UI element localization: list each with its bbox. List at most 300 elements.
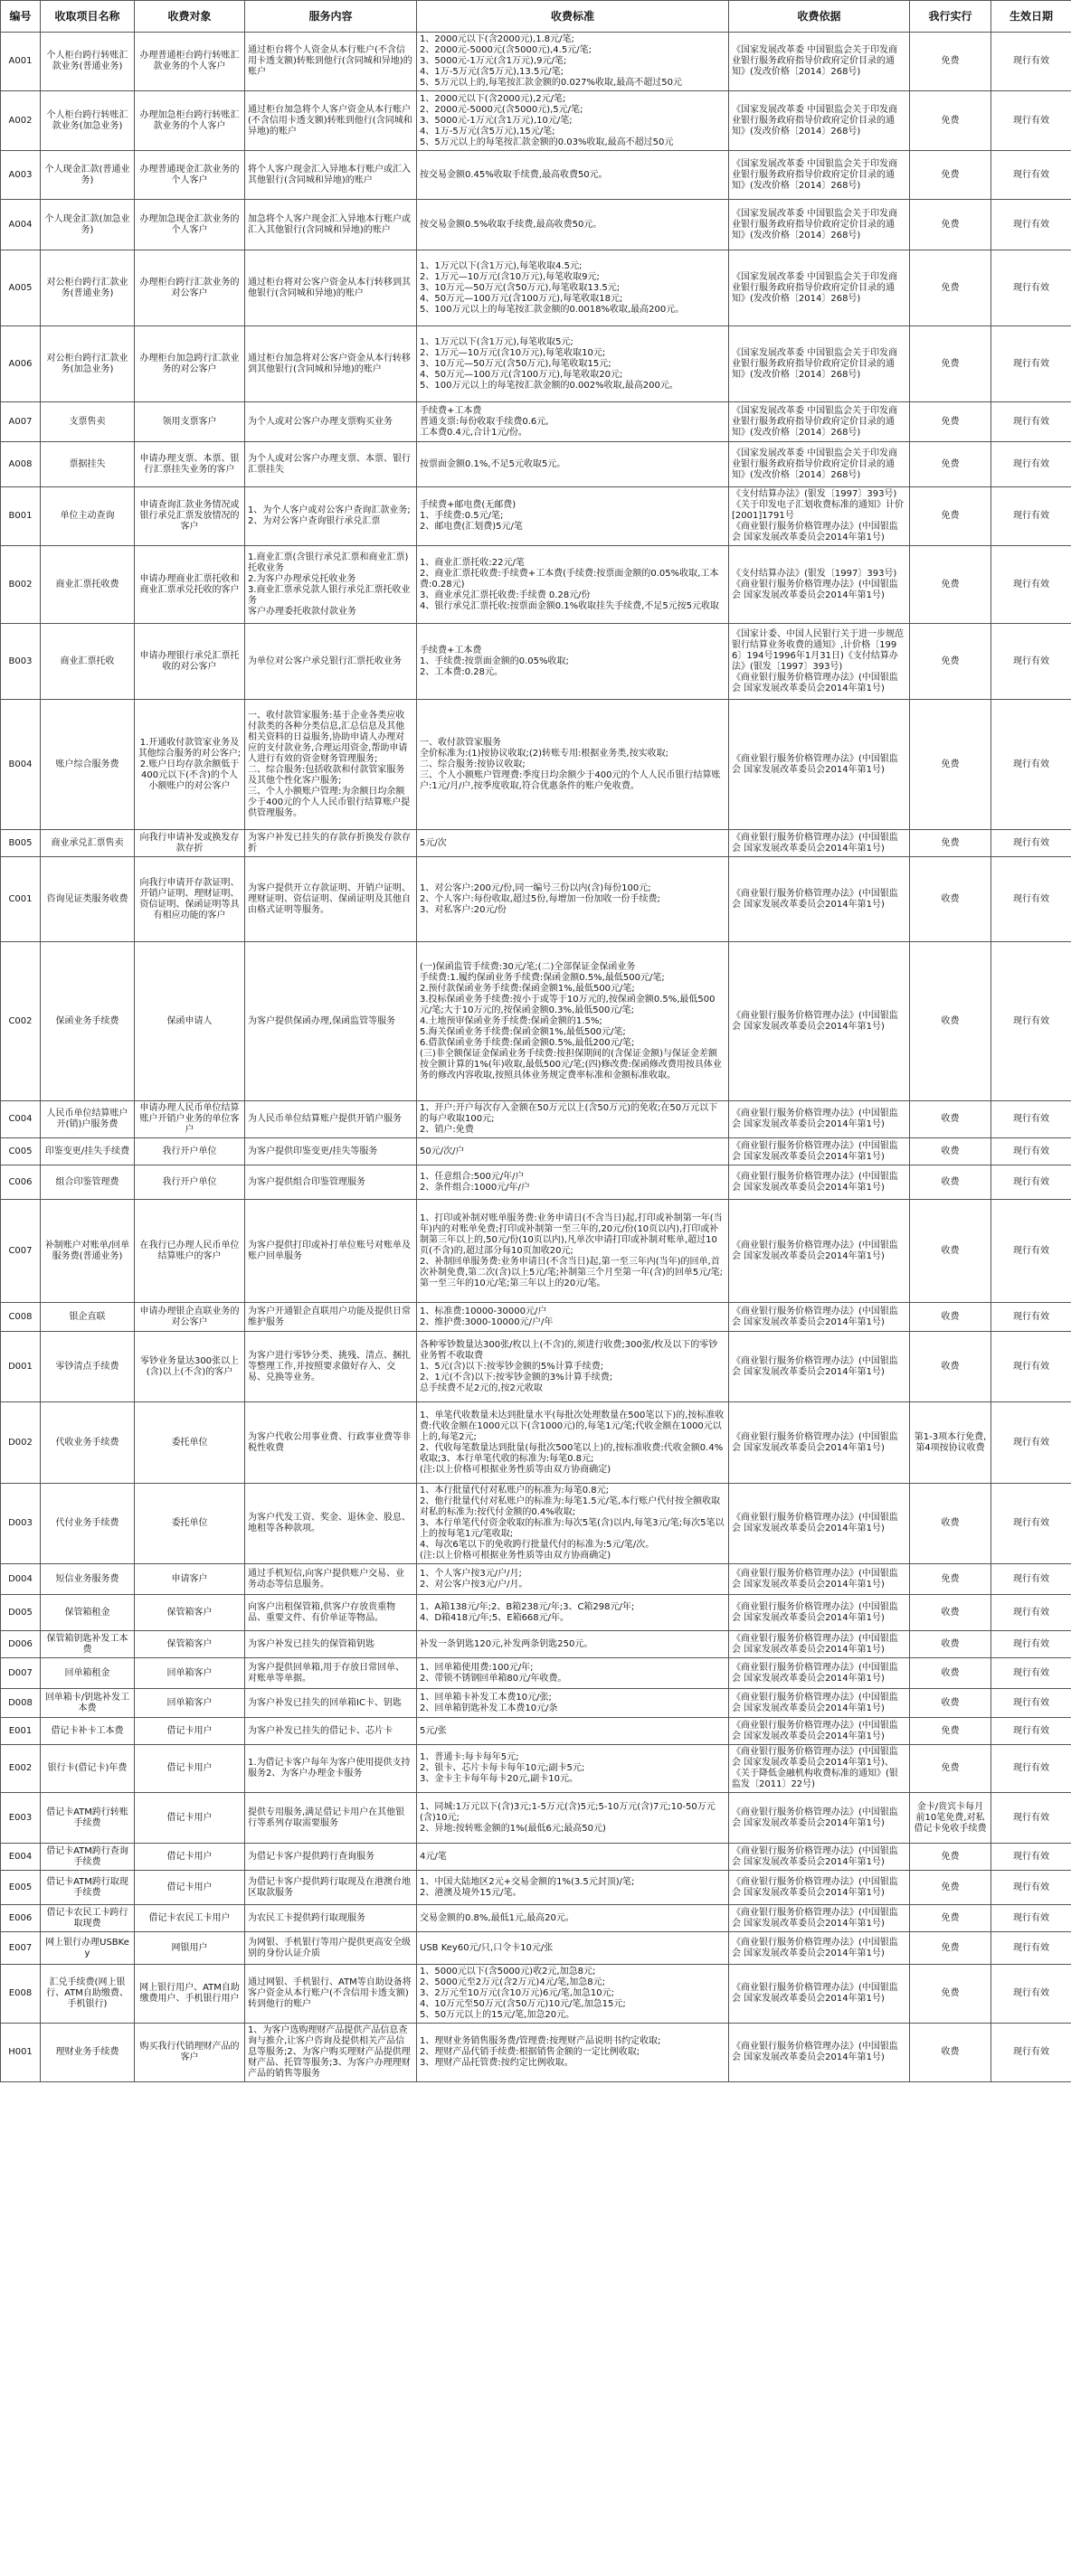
- cell-date: [991, 1718, 1071, 1745]
- cell-code: [1, 1905, 41, 1932]
- cell-object-text: 领用支票客户: [162, 416, 217, 427]
- cell-code-text: A007: [8, 416, 33, 427]
- cell-object: [135, 1402, 245, 1484]
- cell-standard: [417, 1793, 729, 1844]
- cell-content-text: 为客户补发已挂失的回单箱IC卡、钥匙: [248, 1697, 402, 1708]
- cell-basis: [729, 1402, 910, 1484]
- cell-code-text: C006: [8, 1176, 33, 1187]
- cell-object: [135, 1718, 245, 1745]
- cell-object: [135, 1484, 245, 1564]
- cell-code: [1, 1658, 41, 1689]
- cell-date: [991, 2024, 1071, 2082]
- cell-basis: [729, 1564, 910, 1595]
- cell-code: [1, 1932, 41, 1965]
- cell-name-text: 个人柜台跨行转账汇款业务(加急业务): [46, 109, 128, 131]
- cell-standard-text: 5元/次: [420, 837, 447, 848]
- cell-code: [1, 942, 41, 1101]
- cell-content-text: 通过柜台加急将个人客户资金从本行账户(不含信用卡透支额)转账到他行(含同城和异地)的账户: [248, 104, 412, 137]
- table-row: [1, 1101, 1071, 1138]
- cell-exec-text: 免费: [941, 1851, 960, 1862]
- cell-content: [245, 1689, 417, 1718]
- cell-name-text: 借记卡ATM跨行查询手续费: [46, 1845, 128, 1867]
- cell-exec-text: 收费: [941, 1176, 960, 1187]
- cell-code: [1, 442, 41, 487]
- cell-date-text: 现行有效: [1013, 1245, 1049, 1256]
- cell-object: [135, 857, 245, 942]
- cell-date-text: 现行有效: [1013, 169, 1049, 180]
- cell-name: [41, 1631, 135, 1658]
- cell-name: [41, 857, 135, 942]
- cell-object-text: 办理加急现金汇款业务的个人客户: [139, 213, 240, 235]
- cell-standard: [417, 326, 729, 402]
- cell-standard-text: 1、个人客户按3元/户/月; 2、对公客户按3元/户/月。: [420, 1568, 528, 1590]
- cell-exec: [910, 942, 991, 1101]
- cell-date: [991, 200, 1071, 250]
- cell-basis: [729, 1138, 910, 1165]
- cell-name: [41, 624, 135, 700]
- cell-content-text: 通过网银、手机银行、ATM等自助设备将客户资金从本行账户(不含信用卡透支额)转到他行的账户: [248, 1977, 412, 2009]
- cell-name: [41, 1564, 135, 1595]
- cell-content-text: 为借记卡客户提供跨行查询服务: [248, 1851, 374, 1862]
- cell-date-text: 现行有效: [1013, 219, 1049, 230]
- cell-exec-text: 免费: [941, 1942, 960, 1953]
- cell-date-text: 现行有效: [1013, 358, 1049, 369]
- cell-content-text: 一、收付款管家服务:基于企业各类应收付款类的各种分类信息,汇总信息及其他相关资料的日益服务,协助申请人办理对应的支付款业务,合理运用资金,帮助申请人进行有效的资金财务管理服务; 二、综合服务:包括收款和付款管家服务及其他个性化客户服务; 三、个人小额账户管理:为余额日均余额少于400元的个人人民币银行结算账户提供管理服务。: [248, 710, 411, 818]
- cell-basis: [729, 1932, 910, 1965]
- cell-date-text: 现行有效: [1013, 1912, 1049, 1923]
- table-row: [1, 942, 1071, 1101]
- cell-basis-text: 《商业银行服务价格管理办法》(中国银监会 国家发展改革委员会2014年第1号): [732, 1355, 898, 1377]
- cell-code-text: C005: [8, 1146, 33, 1156]
- cell-code-text: B005: [8, 837, 33, 848]
- cell-code-text: E001: [8, 1725, 33, 1736]
- cell-standard: [417, 1101, 729, 1138]
- cell-standard: [417, 2024, 729, 2082]
- cell-standard-text: 按交易金额0.5%收取手续费,最高收费50元。: [420, 219, 602, 230]
- cell-content: [245, 487, 417, 546]
- cell-content: [245, 442, 417, 487]
- cell-exec-text: 收费: [941, 893, 960, 904]
- cell-name: [41, 250, 135, 326]
- cell-standard: [417, 1165, 729, 1200]
- table-row: [1, 1658, 1071, 1689]
- table-row: [1, 1138, 1071, 1165]
- cell-date: [991, 1658, 1071, 1689]
- cell-object-text: 借记卡用户: [166, 1882, 213, 1892]
- cell-basis: [729, 326, 910, 402]
- cell-date-text: 现行有效: [1013, 1851, 1049, 1862]
- cell-standard-text: 4元/笔: [420, 1851, 447, 1862]
- table-row: [1, 1932, 1071, 1965]
- cell-basis-text: 《商业银行服务价格管理办法》(中国银监会 国家发展改革委员会2014年第1号): [732, 1720, 898, 1741]
- cell-exec: [910, 1484, 991, 1564]
- cell-code-text: E002: [8, 1763, 33, 1773]
- cell-code: [1, 1718, 41, 1745]
- cell-exec: [910, 442, 991, 487]
- cell-name-text: 商业承兑汇票售卖: [51, 837, 124, 848]
- cell-standard-text: 1、任意组合:500元/年/户 2、条件组合:1000元/年/户: [420, 1171, 530, 1193]
- cell-object: [135, 1200, 245, 1303]
- cell-date: [991, 487, 1071, 546]
- cell-exec: [910, 1718, 991, 1745]
- cell-name-text: 回单箱卡/钥匙补发工本费: [44, 1692, 130, 1713]
- cell-object-text: 向我行申请补发或换发存款存折: [139, 832, 240, 854]
- cell-content-text: 通过柜台将个人资金从本行账户(不含信用卡透支额)转账到他行(含同城和异地)的账户: [248, 45, 412, 77]
- cell-content-text: 为客户提供组合印鉴管理服务: [248, 1176, 365, 1187]
- cell-standard-text: 1、回单箱卡补发工本费10元/张; 2、回单箱钥匙补发工本费10元/条: [420, 1692, 558, 1713]
- cell-date-text: 现行有效: [1013, 837, 1049, 848]
- table-row: [1, 33, 1071, 91]
- cell-object: [135, 151, 245, 200]
- cell-content: [245, 91, 417, 151]
- table-row: [1, 200, 1071, 250]
- cell-standard-text: 1、开户:开户每次存入金额在50万元以上(含50万元)的免收;在50万元以下的每户收取100元; 2、销户:免费: [420, 1103, 718, 1135]
- cell-exec-text: 免费: [941, 169, 960, 180]
- cell-code: [1, 487, 41, 546]
- cell-date-text: 现行有效: [1013, 1176, 1049, 1187]
- cell-basis-text: 《国家发展改革委 中国银监会关于印发商业银行服务政府指导价政府定价目录的通知》(发改价格〔2014〕268号): [732, 448, 898, 480]
- cell-date-text: 现行有效: [1013, 2047, 1049, 2057]
- cell-object-text: 办理柜台跨行汇款业务的对公客户: [139, 277, 240, 298]
- cell-name: [41, 200, 135, 250]
- cell-basis-text: 《商业银行服务价格管理办法》(中国银监会 国家发展改革委员会2014年第1号): [732, 1601, 898, 1623]
- cell-standard: [417, 402, 729, 442]
- cell-code: [1, 91, 41, 151]
- cell-name: [41, 1965, 135, 2024]
- cell-object: [135, 1793, 245, 1844]
- cell-basis: [729, 624, 910, 700]
- cell-standard-text: 交易金额的0.8%,最低1元,最高20元。: [420, 1912, 574, 1923]
- cell-exec-text: 免费: [941, 511, 960, 521]
- cell-date-text: 现行有效: [1013, 1146, 1049, 1156]
- cell-object: [135, 1564, 245, 1595]
- cell-object-text: 委托单位: [171, 1437, 208, 1448]
- cell-content: [245, 1871, 417, 1905]
- table-row: [1, 402, 1071, 442]
- cell-exec: [910, 1332, 991, 1402]
- cell-date-text: 现行有效: [1013, 1573, 1049, 1584]
- cell-name: [41, 91, 135, 151]
- cell-name: [41, 1844, 135, 1871]
- cell-date-text: 现行有效: [1013, 759, 1049, 769]
- cell-date: [991, 830, 1071, 857]
- cell-date: [991, 857, 1071, 942]
- cell-content: [245, 830, 417, 857]
- cell-standard: [417, 1332, 729, 1402]
- cell-basis: [729, 1484, 910, 1564]
- cell-exec: [910, 91, 991, 151]
- cell-exec: [910, 326, 991, 402]
- cell-name-text: 理财业务手续费: [55, 2047, 119, 2057]
- cell-standard-text: 1、单笔代收数量未达到批量水平(每批次处理数量在500笔以下)的,按标准收费:代收金额在1000元以下(含1000元)的,每笔1元/笔;代收金额在1000元以上的,每笔2元; 2、代收每笔数量达到批量(每批次500笔以上)的,按标准收费:代收金额0.4%收取;3、本行单笔代收的标准为:每笔0.8元; (注:以上价格可根据业务性质等由双方协商确定): [420, 1410, 725, 1475]
- table-row: [1, 151, 1071, 200]
- cell-basis: [729, 1905, 910, 1932]
- cell-content: [245, 326, 417, 402]
- cell-name: [41, 2024, 135, 2082]
- cell-name-text: 短信业务服务费: [55, 1573, 119, 1584]
- cell-basis: [729, 1871, 910, 1905]
- cell-standard: [417, 1402, 729, 1484]
- cell-content-text: 1.为借记卡客户每年为客户使用提供支持服务2、为客户办理金卡服务: [248, 1758, 411, 1779]
- table-row: [1, 250, 1071, 326]
- cell-date: [991, 700, 1071, 830]
- cell-code-text: D004: [8, 1573, 33, 1584]
- cell-date-text: 现行有效: [1013, 1607, 1049, 1618]
- cell-exec: [910, 151, 991, 200]
- table-row: [1, 624, 1071, 700]
- cell-standard: [417, 700, 729, 830]
- cell-content-text: 1、为个人客户或对公客户查询汇款业务; 2、为对公客户查询银行承兑汇票: [248, 505, 411, 526]
- cell-content: [245, 1932, 417, 1965]
- cell-content: [245, 546, 417, 624]
- cell-code-text: A004: [8, 219, 33, 230]
- cell-standard: [417, 830, 729, 857]
- cell-basis: [729, 1631, 910, 1658]
- cell-name: [41, 942, 135, 1101]
- cell-code-text: H001: [8, 2047, 33, 2057]
- cell-content: [245, 33, 417, 91]
- cell-date: [991, 624, 1071, 700]
- cell-name-text: 保管箱钥匙补发工本费: [46, 1633, 128, 1655]
- cell-basis: [729, 1793, 910, 1844]
- cell-name-text: 补制账户对账单/回单服务费(普通业务): [44, 1240, 130, 1261]
- cell-date: [991, 1303, 1071, 1332]
- cell-standard: [417, 1658, 729, 1689]
- cell-exec-text: 免费: [941, 1725, 960, 1736]
- cell-object: [135, 91, 245, 151]
- cell-content-text: 为客户开通银企直联用户功能及提供日常维护服务: [248, 1306, 411, 1327]
- cell-code: [1, 1165, 41, 1200]
- cell-object: [135, 250, 245, 326]
- cell-object-text: 回单箱客户: [166, 1697, 213, 1708]
- cell-object: [135, 1303, 245, 1332]
- cell-object-text: 办理加急柜台跨行转账汇款业务的个人客户: [139, 109, 240, 131]
- cell-basis-text: 《商业银行服务价格管理办法》(中国银监会 国家发展改革委员会2014年第1号): [732, 1692, 898, 1713]
- cell-exec-text: 收费: [941, 1114, 960, 1124]
- cell-basis: [729, 1101, 910, 1138]
- cell-date-text: 现行有效: [1013, 1638, 1049, 1649]
- cell-name-text: 汇兑手续费(网上银行、ATM自助缴费、手机银行): [46, 1977, 128, 2009]
- cell-code: [1, 250, 41, 326]
- cell-object-text: 借记卡用户: [166, 1812, 213, 1823]
- cell-content: [245, 1631, 417, 1658]
- cell-basis-text: 《商业银行服务价格管理办法》(中国银监会 国家发展改革委员会2014年第1号)、《关于降低金融机构收费标准的通知》(银监发〔2011〕22号): [732, 1747, 898, 1789]
- cell-basis-text: 《国家计委、中国人民银行关于进一步规范银行结算业务收费的通知》,计价格〔1996〕194号1996年1月31日)《支付结算办法》(银发〔1997〕393号) 《商业银行服务价格管理办法》(中国银监会 国家发展改革委员会2014年第1号): [732, 628, 904, 694]
- cell-date: [991, 546, 1071, 624]
- cell-standard: [417, 1965, 729, 2024]
- cell-basis: [729, 1200, 910, 1303]
- cell-exec: [910, 33, 991, 91]
- cell-name-text: 商业汇票托收: [60, 656, 115, 666]
- cell-object-text: 保函申请人: [166, 1015, 213, 1026]
- cell-standard: [417, 1138, 729, 1165]
- cell-content: [245, 1484, 417, 1564]
- cell-exec: [910, 1101, 991, 1138]
- cell-basis-text: 《商业银行服务价格管理办法》(中国银监会 国家发展改革委员会2014年第1号): [732, 753, 898, 775]
- cell-standard-text: 5元/张: [420, 1725, 447, 1736]
- cell-content: [245, 1965, 417, 2024]
- cell-basis: [729, 151, 910, 200]
- cell-exec-text: 免费: [941, 416, 960, 427]
- cell-content-text: 为单位对公客户承兑银行汇票托收业务: [248, 656, 402, 666]
- cell-name-text: 代收业务手续费: [55, 1437, 119, 1448]
- cell-object: [135, 1745, 245, 1793]
- table-row: [1, 91, 1071, 151]
- cell-code-text: C002: [8, 1015, 33, 1026]
- table-row: [1, 1303, 1071, 1332]
- cell-content: [245, 1303, 417, 1332]
- cell-exec: [910, 487, 991, 546]
- cell-name: [41, 1402, 135, 1484]
- cell-standard-text: 1、商业汇票托收:22元/笔 2、商业汇票托收费:手续费+工本费(手续费:按票面金额的0.05%收取,工本费:0.28元) 3、商业承兑汇票托收费:手续费 0.28元/份 4、银行承兑汇票托收:按票面金额0.1%收取挂失手续费,不足5元按5元收取: [420, 557, 720, 611]
- cell-code: [1, 1871, 41, 1905]
- cell-object: [135, 2024, 245, 2082]
- cell-date-text: 现行有效: [1013, 511, 1049, 521]
- table-row: [1, 442, 1071, 487]
- cell-code-text: B002: [8, 579, 33, 590]
- cell-code: [1, 1631, 41, 1658]
- table-row: [1, 1965, 1071, 2024]
- cell-content: [245, 700, 417, 830]
- cell-standard-text: 手续费+工本费 普通支票:每份收取手续费0.6元, 工本费0.4元,合计1元/份。: [420, 405, 549, 438]
- cell-content: [245, 942, 417, 1101]
- cell-exec: [910, 1745, 991, 1793]
- cell-standard-text: 1、普通卡:每卡每年5元; 2、银卡、芯片卡每卡每年10元;副卡5元; 3、金卡主卡每年每卡20元,副卡10元。: [420, 1752, 585, 1784]
- table-row: [1, 487, 1071, 546]
- cell-basis-text: 《商业银行服务价格管理办法》(中国银监会 国家发展改革委员会2014年第1号): [732, 1633, 898, 1655]
- cell-code: [1, 857, 41, 942]
- cell-standard-text: 1、1万元以下(含1万元),每笔收取5元; 2、1万元—10万元(含10万元),每笔收取10元; 3、10万元—50万元(含50万元),每笔收取15元; 4、50万元—100万元(含100万元),每笔收取20元; 5、100万元以上的每笔按汇款金额的0.002%收取,最高200元。: [420, 336, 678, 391]
- cell-object-text: 申请客户: [171, 1573, 208, 1584]
- cell-name-text: 个人柜台跨行转账汇款业务(普通业务): [46, 51, 128, 71]
- cell-standard: [417, 91, 729, 151]
- cell-basis: [729, 1332, 910, 1402]
- cell-code: [1, 1844, 41, 1871]
- cell-name: [41, 1745, 135, 1793]
- cell-name-text: 银行卡(借记卡)年费: [47, 1763, 128, 1773]
- cell-date-text: 现行有效: [1013, 1361, 1049, 1372]
- cell-code-text: E004: [8, 1851, 33, 1862]
- cell-basis: [729, 546, 910, 624]
- cell-exec-text: 免费: [941, 358, 960, 369]
- cell-code: [1, 1745, 41, 1793]
- cell-basis-text: 《支付结算办法》(银发〔1997〕393号)《关于印发电子汇划收费标准的通知》计价[2001]1791号 《商业银行服务价格管理办法》(中国银监会 国家发展改革委员会2014年第1号): [732, 489, 904, 543]
- cell-content-text: 将个人客户现金汇入异地本行账户或汇入其他银行(含同城和异地)的账户: [248, 164, 411, 185]
- cell-code: [1, 700, 41, 830]
- cell-exec-text: 免费: [941, 1573, 960, 1584]
- cell-name: [41, 1658, 135, 1689]
- cell-date-text: 现行有效: [1013, 458, 1049, 469]
- table-row: [1, 1844, 1071, 1871]
- cell-name: [41, 487, 135, 546]
- cell-object-text: 网银用户: [171, 1942, 208, 1953]
- cell-name-text: 支票售卖: [69, 416, 106, 427]
- cell-basis: [729, 1689, 910, 1718]
- cell-content-text: 为个人或对公客户办理支票、本票、银行汇票挂失: [248, 453, 411, 475]
- cell-basis: [729, 442, 910, 487]
- cell-exec: [910, 830, 991, 857]
- cell-exec: [910, 1303, 991, 1332]
- cell-object-text: 在我行已办理人民币单位结算账户的客户: [139, 1240, 240, 1261]
- cell-content-text: 为客户提供打印或补打单位账号对账单及账户回单服务: [248, 1240, 411, 1261]
- cell-basis: [729, 857, 910, 942]
- cell-basis-text: 《国家发展改革委 中国银监会关于印发商业银行服务政府指导价政府定价目录的通知》(发改价格〔2014〕268号): [732, 158, 898, 191]
- cell-exec-text: 免费: [941, 282, 960, 293]
- cell-content-text: 为客户提供回单箱,用于存放日常回单、对账单等单据。: [248, 1662, 405, 1684]
- cell-standard: [417, 1844, 729, 1871]
- cell-code: [1, 33, 41, 91]
- cell-basis-text: 《商业银行服务价格管理办法》(中国银监会 国家发展改革委员会2014年第1号): [732, 1876, 898, 1898]
- cell-object-text: 保管箱客户: [166, 1607, 213, 1618]
- cell-date-text: 现行有效: [1013, 1812, 1049, 1823]
- cell-standard-text: 1、标准费:10000-30000元/户 2、维护费:3000-10000元/户/年: [420, 1306, 554, 1327]
- cell-date: [991, 1200, 1071, 1303]
- cell-content: [245, 1905, 417, 1932]
- cell-name-text: 票据挂失: [69, 458, 106, 469]
- cell-date: [991, 250, 1071, 326]
- cell-date: [991, 1402, 1071, 1484]
- cell-date: [991, 1793, 1071, 1844]
- cell-basis-text: 《商业银行服务价格管理办法》(中国银监会 国家发展改革委员会2014年第1号): [732, 2042, 898, 2062]
- cell-object-text: 办理普通柜台跨行转账汇款业务的个人客户: [139, 51, 240, 71]
- cell-content-text: 加急将个人客户现金汇入异地本行账户或汇入其他银行(含同城和异地)的账户: [248, 213, 411, 235]
- cell-date: [991, 1905, 1071, 1932]
- cell-date: [991, 151, 1071, 200]
- cell-content-text: 通过柜台加急将对公客户资金从本行转移到其他银行(含同城和异地)的账户: [248, 353, 411, 374]
- cell-code-text: D002: [8, 1437, 33, 1448]
- table-row: [1, 1564, 1071, 1595]
- cell-standard: [417, 942, 729, 1101]
- cell-basis: [729, 2024, 910, 2082]
- cell-code: [1, 1200, 41, 1303]
- cell-exec-text: 收费: [941, 2047, 960, 2057]
- cell-exec-text: 免费: [941, 1763, 960, 1773]
- cell-name: [41, 1718, 135, 1745]
- cell-exec: [910, 1402, 991, 1484]
- cell-exec-text: 免费: [941, 115, 960, 126]
- cell-date-text: 现行有效: [1013, 1518, 1049, 1528]
- cell-content: [245, 250, 417, 326]
- cell-name-text: 人民币单位结算账户开(销)户服务费: [46, 1109, 128, 1129]
- cell-standard: [417, 1631, 729, 1658]
- cell-date: [991, 1165, 1071, 1200]
- cell-object: [135, 1595, 245, 1631]
- cell-content-text: 1、为客户选购理财产品提供产品信息查询与推介,让客户咨询及提供相关产品信息等服务;2、为客户购买理财产品提供理财产品、托管等服务;3、为客户办理理财产品的销售等服务: [248, 2025, 411, 2079]
- cell-basis: [729, 1658, 910, 1689]
- cell-object-text: 申请办理商业汇票托收和商业汇票承兑托收的客户: [139, 573, 240, 595]
- cell-date-text: 现行有效: [1013, 1437, 1049, 1448]
- cell-code-text: A001: [8, 56, 33, 66]
- table-row: [1, 1402, 1071, 1484]
- table-body: [1, 33, 1071, 2082]
- cell-object-text: 借记卡用户: [166, 1763, 213, 1773]
- header-code: 编号: [1, 1, 41, 33]
- cell-basis: [729, 942, 910, 1101]
- cell-content-text: 为网银、手机银行等用户提供更高安全级别的身份认证介质: [248, 1937, 411, 1958]
- cell-date: [991, 33, 1071, 91]
- cell-standard-text: 1、同城:1万元以下(含)3元;1-5万元(含)5元;5-10万元(含)7元;10-50万元(含)10元; 2、异地:按转账金额的1%(最低6元;最高50元): [420, 1801, 716, 1834]
- cell-basis-text: 《商业银行服务价格管理办法》(中国银监会 国家发展改革委员会2014年第1号): [732, 1171, 898, 1193]
- cell-content-text: 通过手机短信,向客户提供账户交易、业务动态等信息服务。: [248, 1568, 405, 1590]
- cell-object: [135, 1844, 245, 1871]
- cell-date-text: 现行有效: [1013, 1763, 1049, 1773]
- cell-exec-text: 收费: [941, 1518, 960, 1528]
- cell-code-text: D001: [8, 1361, 33, 1372]
- cell-date: [991, 942, 1071, 1101]
- cell-date-text: 现行有效: [1013, 56, 1049, 66]
- cell-exec: [910, 1871, 991, 1905]
- cell-basis-text: 《商业银行服务价格管理办法》(中国银监会 国家发展改革委员会2014年第1号): [732, 888, 898, 910]
